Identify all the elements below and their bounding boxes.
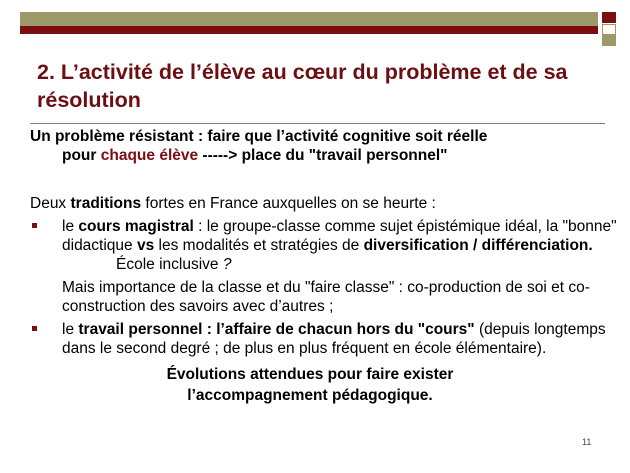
closing-line1: Évolutions attendues pour faire exister (166, 366, 454, 383)
subtitle-line2 (30, 146, 610, 165)
intro-pre: Deux (30, 195, 71, 212)
bullet-square-icon (32, 223, 37, 228)
corner-square-olive (602, 35, 616, 46)
slide-subtitle (30, 127, 610, 165)
bullet2-bold: travail personnel : l’affaire de chacun hors du "cours" (78, 321, 475, 338)
bullet1-pre: le (62, 218, 79, 235)
title-divider (30, 123, 605, 124)
subtitle-highlight: chaque élève (100, 147, 199, 164)
corner-square-outline (602, 24, 616, 35)
bullet1-mid2: les modalités et stratégies de (154, 237, 364, 254)
subtitle-line1: Un problème résistant : faire que l’activité cognitive soit réelle (30, 128, 488, 145)
intro-post: fortes en France auxquelles on se heurte : (141, 195, 436, 212)
slide-title: 2. L’activité de l’élève au cœur du problème et de sa résolution (37, 60, 568, 112)
bullet-item-travail-personnel (30, 320, 620, 358)
header-band-maroon (20, 26, 598, 34)
bullet1-bold1: cours magistral (78, 218, 194, 235)
corner-square-maroon (602, 12, 616, 23)
subtitle-line2-post: -----> place du "travail personnel" (198, 147, 448, 164)
note-paragraph: Mais importance de la classe et du "faire classe" : co-production de soi et co-construction des savoirs avec d’autres ; (62, 279, 590, 315)
closing-line2: l’accompagnement pédagogique. (187, 387, 433, 404)
closing-statement (30, 364, 620, 406)
bullet1-tail-italic: ? (222, 256, 232, 273)
slide-body (30, 194, 620, 406)
subtitle-line2-pre: pour (62, 147, 101, 164)
intro-paragraph (30, 194, 620, 213)
intro-bold: traditions (70, 195, 142, 212)
bullet1-bold3: diversification / différenciation. (363, 237, 593, 254)
bullet1-tail: École inclusive (116, 256, 223, 273)
bullet2-post: (depuis longtemps dans le second degré ; de plus en plus fréquent en école élémentaire). (62, 321, 606, 357)
bullet1-mid: : le groupe-classe comme sujet épistémique idéal, la "bonne" didactique (62, 218, 617, 254)
bullet-item-cours-magistral (30, 217, 620, 274)
header-band-olive (20, 12, 598, 26)
page-number: 11 (582, 437, 592, 447)
bullet-square-icon (32, 326, 37, 331)
bullet2-pre: le (62, 321, 79, 338)
bullet1-bold2: vs (136, 237, 155, 254)
